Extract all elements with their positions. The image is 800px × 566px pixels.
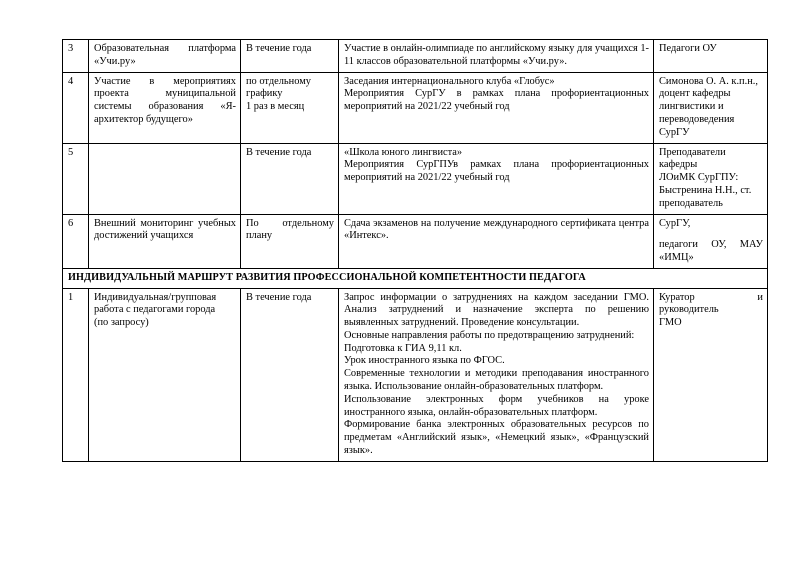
event-line: (по запросу) — [94, 317, 149, 329]
date-line: 1 раз в месяц — [246, 101, 305, 113]
blank-line — [659, 230, 763, 239]
section-header: ИНДИВИДУАЛЬНЫЙ МАРШРУТ РАЗВИТИЯ ПРОФЕССИОНАЛЬНОЙ КОМПЕТЕНТНОСТИ ПЕДАГОГА — [63, 268, 768, 288]
row-description — [339, 143, 654, 214]
row-number: 6 — [63, 214, 89, 268]
row-responsible — [654, 288, 768, 461]
responsible-line: Куратор и руководитель — [659, 291, 763, 316]
responsible-line: преподаватель — [659, 197, 723, 209]
description-line: Мероприятия СурГУ в рамках плана профориентационных мероприятий на 2021/22 учебный год — [344, 88, 649, 113]
responsible-line: Быстренина Н.Н., ст. — [659, 184, 752, 196]
date-line: графику — [246, 88, 283, 100]
row-description — [339, 72, 654, 143]
responsible-line: Преподаватели кафедры — [659, 146, 726, 171]
responsible-line: ГМО — [659, 317, 682, 329]
row-responsible — [654, 143, 768, 214]
activity-plan-table — [62, 39, 768, 462]
row-number: 1 — [63, 288, 89, 461]
row-event: Образовательная платформа «Учи.ру» — [89, 40, 241, 73]
responsible-line: доцент кафедры — [659, 88, 731, 100]
row-event — [89, 143, 241, 214]
row-event: Участие в мероприятиях проекта муниципальной системы образования «Я-архитектор будущего» — [89, 72, 241, 143]
row-event — [89, 288, 241, 461]
row-date — [241, 72, 339, 143]
row-date: В течение года — [241, 288, 339, 461]
row-date: В течение года — [241, 40, 339, 73]
description-paragraph: Современные технологии и методики преподавания иностранного языка. Использование онлайн-образовательных платформ. — [344, 368, 649, 393]
date-line: по отдельному — [246, 75, 311, 87]
row-responsible: Педагоги ОУ — [654, 40, 768, 73]
row-description — [339, 288, 654, 461]
row-date: По отдельному плану — [241, 214, 339, 268]
responsible-line: СурГУ, — [659, 217, 691, 229]
description-paragraph: Подготовка к ГИА 9,11 кл. — [344, 342, 462, 354]
event-line: работа с педагогами города — [94, 304, 216, 316]
description-paragraph: Урок иностранного языка по ФГОС. — [344, 355, 505, 367]
table-row — [63, 288, 768, 461]
description-paragraph: Формирование банка электронных образовательных ресурсов по предметам «Английский язык», «Немецкий язык», «Французский язык». — [344, 419, 649, 457]
responsible-line: Симонова О. А. к.п.н., — [659, 75, 758, 87]
row-number: 4 — [63, 72, 89, 143]
table-row — [63, 72, 768, 143]
description-paragraph: Использование электронных форм учебников на уроке иностранного языка, онлайн-образовательных платформ. — [344, 393, 649, 418]
description-line: Мероприятия СурГПУв рамках плана профориентационных мероприятий на 2021/22 учебный год — [344, 159, 649, 184]
row-number: 3 — [63, 40, 89, 73]
row-date: В течение года — [241, 143, 339, 214]
row-responsible — [654, 72, 768, 143]
table-row — [63, 214, 768, 268]
row-number: 5 — [63, 143, 89, 214]
table-row — [63, 143, 768, 214]
event-line: Индивидуальная/групповая — [94, 291, 217, 303]
responsible-line: ЛОиМК СурГПУ: — [659, 172, 739, 184]
responsible-line: лингвистики и — [659, 101, 724, 113]
row-description: Участие в онлайн-олимпиаде по английскому языку для учащихся 1-11 классов образовательной платформы «Учи.ру». — [339, 40, 654, 73]
responsible-line: переводоведения СурГУ — [659, 113, 735, 138]
section-header-row — [63, 268, 768, 288]
row-responsible — [654, 214, 768, 268]
description-line: «Школа юного лингвиста» — [344, 146, 463, 158]
row-event: Внешний мониторинг учебных достижений учащихся — [89, 214, 241, 268]
row-description: Сдача экзаменов на получение международного сертификата центра «Интекс». — [339, 214, 654, 268]
description-paragraph: Запрос информации о затруднениях на каждом заседании ГМО. Анализ затруднений и назначение эксперта по решению выявленных затруднений. Проведение консультации. — [344, 291, 649, 329]
responsible-line: педагоги ОУ, МАУ «ИМЦ» — [659, 239, 763, 264]
description-line: Заседания интернационального клуба «Глобус» — [344, 75, 555, 87]
table-row — [63, 40, 768, 73]
description-paragraph: Основные направления работы по предотвращению затруднений: — [344, 329, 635, 341]
